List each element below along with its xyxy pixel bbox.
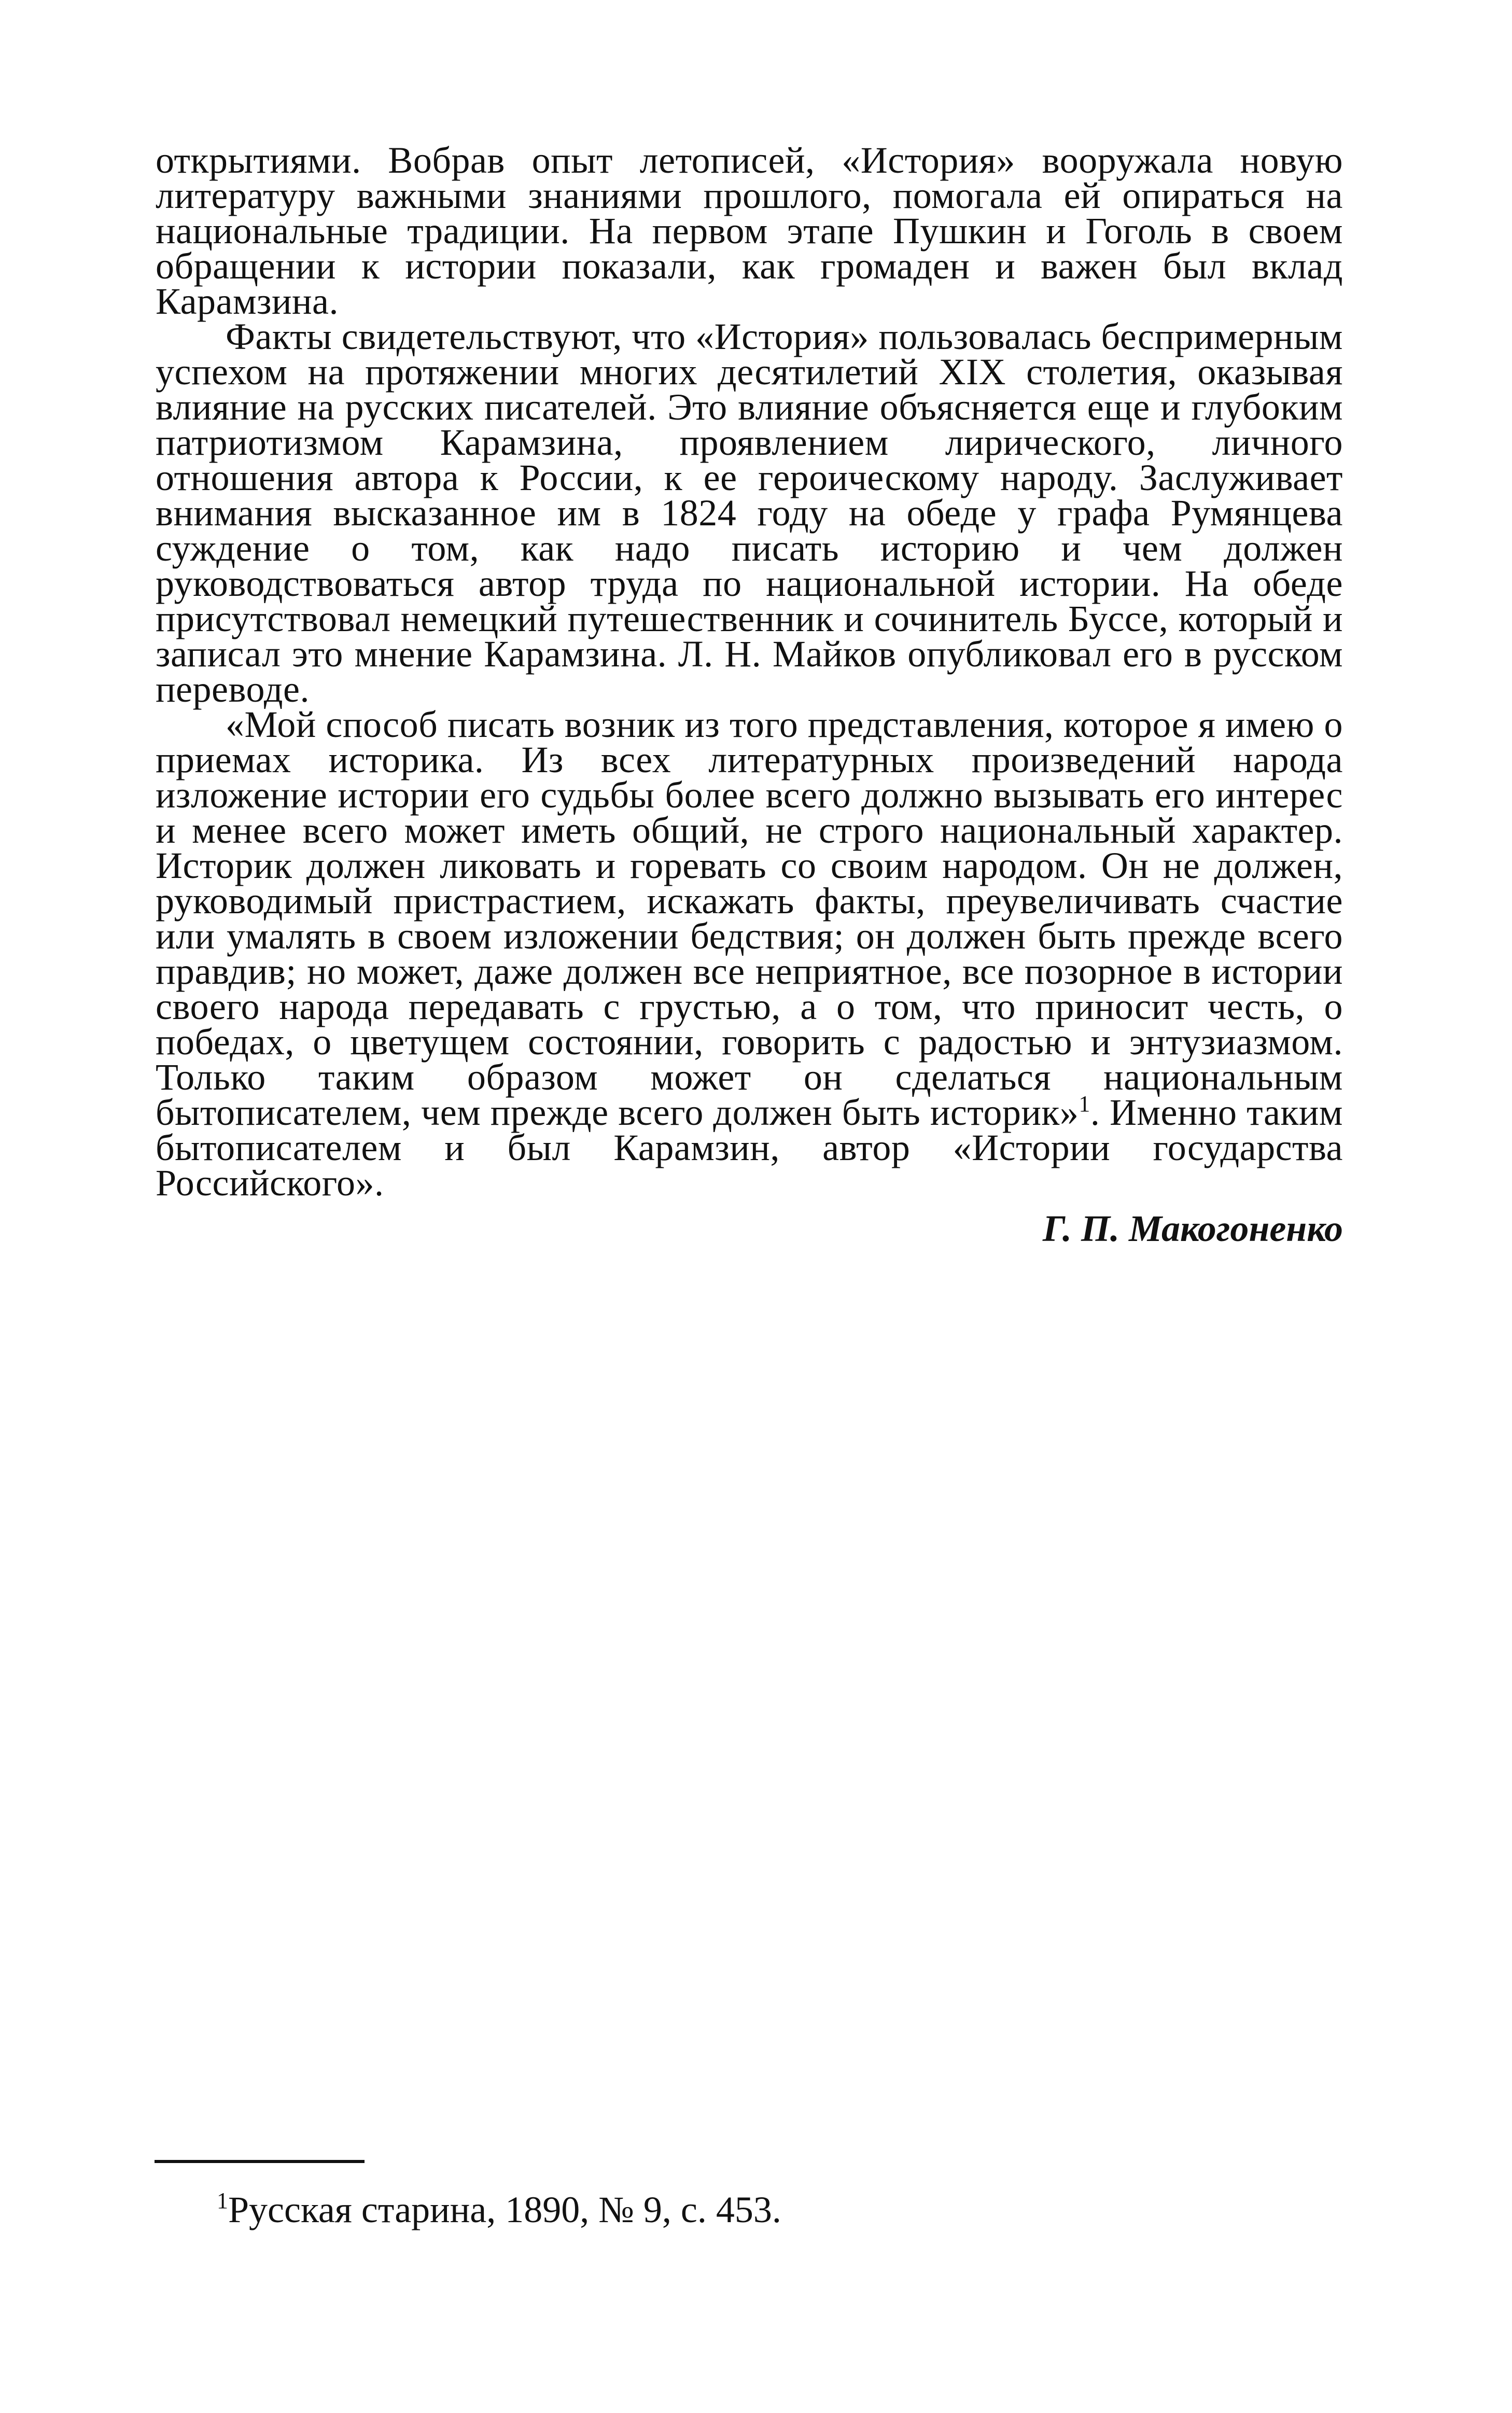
paragraph-2: Факты свидетельствуют, что «История» пользовалась беспримерным успехом на протяжении многих десятилетий XIX столетия, оказывая влияние на русских писателей. Это влияние объясняется еще и глубоким патриотизмом Карамзина, проявлением лирического, личного отношения автора к России, к ее героическому народу. Заслуживает внимания высказанное им в 1824 году на обеде у графа Румянцева суждение о том, как надо писать историю и чем должен руководствоваться автор труда по национальной истории. На обеде присутствовал немецкий путешественник и сочинитель Буссе, который и записал это мнение Карамзина. Л. Н. Майков опубликовал его в русском переводе. xyxy=(156,316,1343,710)
paragraph-3-quote xyxy=(156,704,1343,1204)
quote-continuation: . Именно таким бытописателем и был Карамзин, автор «Истории государства Российского». xyxy=(156,1092,1343,1204)
quote-text: «Мой способ писать возник из того представления, которое я имею о приемах историка. Из всех литературных произведений народа изложение истории его судьбы более всего должно вызывать его интерес и менее всего может иметь общий, не строго национальный характер. Историк должен ликовать и горевать со своим народом. Он не должен, руководимый пристрастием, искажать факты, преувеличивать счастие или умалять в своем изложении бедствия; он должен быть прежде всего правдив; но может, даже должен все неприятное, все позорное в истории своего народа передавать с грустью, а о том, что приносит честь, о победах, о цветущем состоянии, говорить с радостью и энтузиазмом. Только таким образом может он сделаться национальным бытописателем, чем прежде всего должен быть историк» xyxy=(156,704,1343,1133)
footnote-reference: 1 xyxy=(1079,1091,1090,1117)
footnote-mark: 1 xyxy=(217,2188,228,2213)
footnote-divider xyxy=(155,2160,365,2163)
author-signature: Г. П. Макогоненко xyxy=(1042,1208,1343,1249)
main-text xyxy=(156,140,1343,1204)
footnote-text: Русская старина, 1890, № 9, с. 453. xyxy=(228,2189,781,2230)
paragraph-1: открытиями. Вобрав опыт летописей, «История» вооружала новую литературу важными знаниями прошлого, помогала ей опираться на национальные традиции. На первом этапе Пушкин и Гоголь в своем обращении к истории показали, как громаден и важен был вклад Карамзина. xyxy=(156,140,1343,322)
